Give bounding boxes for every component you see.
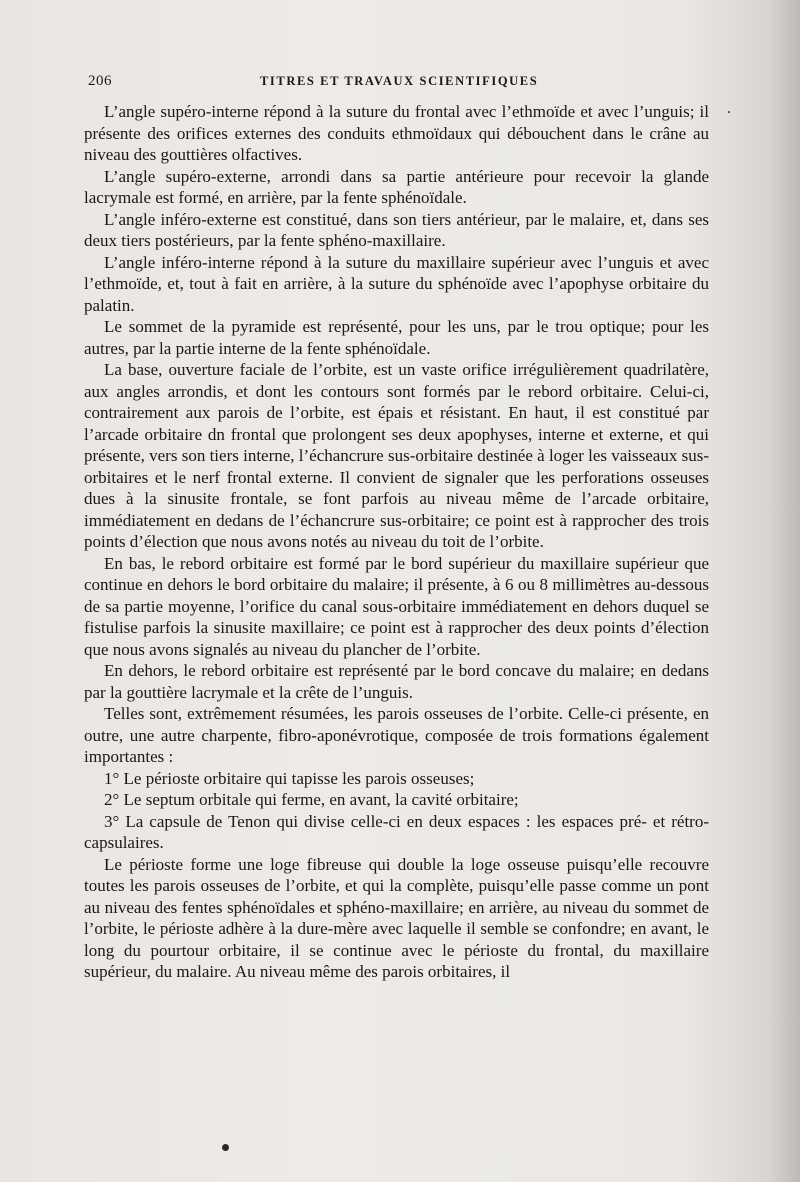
paragraph-angle-infero-externe: L’angle inféro-externe est constitué, dans son tiers antérieur, par le malaire, et, dans ses deux tiers postérieurs, par la fente sphéno-maxillaire. bbox=[84, 209, 709, 250]
paragraph-telles-sont: Telles sont, extrêmement résumées, les parois osseuses de l’orbite. Celle-ci présente, en outre, une autre charpente, fibro-aponévrotique, composée de trois formations également importantes : bbox=[84, 704, 709, 766]
paragraph-en-bas: En bas, le rebord orbitaire est formé par le bord supérieur du maxillaire supérieur que continue en dehors le bord orbitaire du malaire; il présente, à 6 ou 8 millimètres au-dessous de sa partie moyenne, l’orifice du canal sous-orbitaire immédiatement en dehors duquel se fistulise parfois la sinusite maxillaire; ce point est à rapprocher des deux points d’élection que nous avons signalés au niveau du plancher de l’orbite. bbox=[84, 553, 709, 659]
paragraph-angle-supero-externe: L’angle supéro-externe, arrondi dans sa partie antérieure pour recevoir la glande lacrymale est formé, en arrière, par la fente sphénoïdale. bbox=[84, 166, 709, 207]
paragraph-en-dehors: En dehors, le rebord orbitaire est représenté par le bord concave du malaire; en dedans par la gouttière lacrymale et la crête de l’unguis. bbox=[84, 661, 709, 702]
page-number: 206 bbox=[88, 73, 112, 89]
paragraph-angle-infero-interne: L’angle inféro-interne répond à la suture du maxillaire supérieur avec l’unguis et avec l’ethmoïde, et, tout à fait en arrière, à la suture du sphénoïde avec l’apophyse orbitaire du palatin. bbox=[84, 252, 709, 315]
body-text bbox=[84, 101, 709, 983]
paragraph-sommet: Le sommet de la pyramide est représenté, pour les uns, par le trou optique; pour les autres, par la partie interne de la fente sphénoïdale. bbox=[84, 317, 709, 358]
running-title: TITRES ET TRAVAUX SCIENTIFIQUES bbox=[260, 74, 539, 88]
paragraph-perioste: Le périoste forme une loge fibreuse qui double la loge osseuse puisqu’elle recouvre toutes les parois osseuses de l’orbite, et qui la complète, puisqu’elle passe comme un pont au niveau des fentes sphénoïdales et sphéno-maxillaire; en arrière, au niveau du sommet de l’orbite, le périoste adhère à la dure-mère avec laquelle il semble se confondre; en avant, le long du pourtour orbitaire, il se continue avec le périoste du frontal, du maxillaire supérieur, du malaire. Au niveau même des parois orbitaires, il bbox=[84, 854, 709, 981]
stray-mark: . bbox=[727, 100, 731, 117]
list-item-capsule: 3° La capsule de Tenon qui divise celle-ci en deux espaces : les espaces pré- et rétro-capsulaires. bbox=[84, 811, 709, 852]
paragraph-base: La base, ouverture faciale de l’orbite, est un vaste orifice irrégulièrement quadrilatère, aux angles arrondis, et dont les contours sont formés par le rebord orbitaire. Celui-ci, contrairement aux parois de l’orbite, est épais et résistant. En haut, il est constitué par l’arcade orbitaire dn frontal que prolongent ses deux apophyses, interne et externe, et qui présente, vers son tiers interne, l’échancrure sus-orbitaire destinée à loger les vaisseaux sus-orbitaires et le nerf frontal externe. Il convient de signaler que les perforations osseuses dues à la sinusite frontale, se font parfois au niveau même de l’arcade orbitaire, immédiatement en dedans de l’échancrure sus-orbitaire; ce point est à rapprocher des trois points d’élection que nous avons notés au niveau du toit de l’orbite. bbox=[84, 360, 709, 551]
list-item-septum: 2° Le septum orbitale qui ferme, en avant, la cavité orbitaire; bbox=[104, 790, 519, 809]
bullet-mark-icon bbox=[222, 1144, 229, 1151]
list-item-perioste: 1° Le périoste orbitaire qui tapisse les parois osseuses; bbox=[104, 768, 475, 788]
page-header bbox=[88, 73, 708, 93]
paragraph-angle-supero-interne: L’angle supéro-interne répond à la suture du frontal avec l’ethmoïde et avec l’unguis; il présente des orifices externes des conduits ethmoïdaux qui débouchent dans le crâne au niveau des gouttières olfactives. bbox=[84, 102, 709, 164]
